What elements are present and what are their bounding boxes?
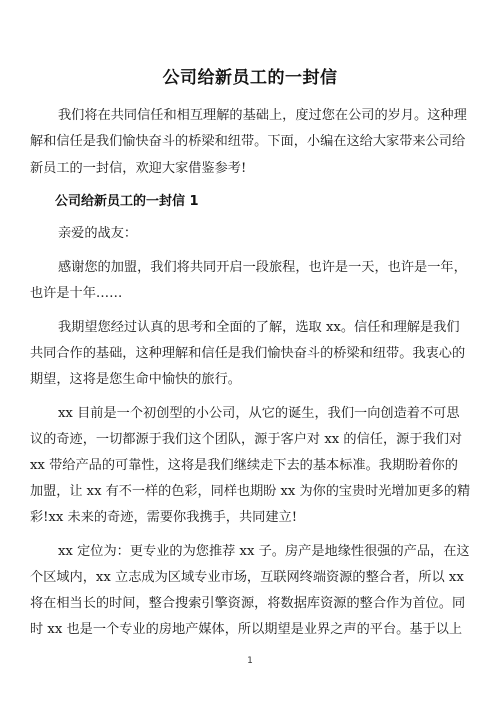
- greeting: 亲爱的战友：: [58, 226, 138, 241]
- para2-line-3: 期望，这将是您生命中愉快的旅行。: [30, 372, 241, 387]
- para4-line-4: 时 xx 也是一个专业的房地产媒体，所以期望是业界之声的平台。基于以上: [30, 622, 463, 637]
- para3-line-2: 议的奇迹，一切都源于我们这个团队，源于客户对 xx 的信任，源于我们对: [30, 432, 463, 447]
- para4-line-3: 将在相当长的时间，整合搜索引擎资源，将数据库资源的整合作为首位。同: [30, 596, 466, 611]
- para1-line-2: 也许是十年……: [30, 286, 123, 301]
- para3-line-4: 加盟，让 xx 有不一样的色彩，同样也期盼 xx 为你的宝贵时光增加更多的精: [30, 484, 471, 499]
- para3-line-5: 彩!xx 未来的奇迹，需要你我携手，共同建立!: [30, 510, 298, 525]
- para4-line-2: 个区域内，xx 立志成为区域专业市场，互联网终端资源的整合者，所以 xx: [30, 570, 464, 585]
- para4-line-1: xx 定位为：更专业的为您推荐 xx 子。房产是地缘性很强的产品，在这: [58, 544, 470, 559]
- page-number: 1: [247, 656, 253, 666]
- para2-line-2: 共同合作的基础，这种理解和信任是我们愉快奋斗的桥梁和纽带。我衷心的: [30, 346, 466, 361]
- document-title: 公司给新员工的一封信: [162, 68, 338, 88]
- para3-line-3: xx 带给产品的可靠性，这将是我们继续走下去的基本标准。我期盼着你的: [30, 458, 458, 473]
- para3-line-1: xx 目前是一个初创型的小公司，从它的诞生，我们一向创造着不可思: [58, 406, 460, 421]
- intro-line-2: 解和信任是我们愉快奋斗的桥梁和纽带。下面，小编在这给大家带来公司给: [30, 134, 466, 149]
- intro-line-3: 新员工的一封信，欢迎大家借鉴参考!: [30, 161, 247, 176]
- para1-line-1: 感谢您的加盟，我们将共同开启一段旅程，也许是一天，也许是一年，: [58, 260, 467, 275]
- para2-line-1: 我期望您经过认真的思考和全面的了解，选取 xx。信任和理解是我们: [58, 320, 460, 335]
- section-heading: 公司给新员工的一封信 1: [55, 194, 199, 209]
- intro-line-1: 我们将在共同信任和相互理解的基础上，度过您在公司的岁月。这种理: [58, 108, 467, 123]
